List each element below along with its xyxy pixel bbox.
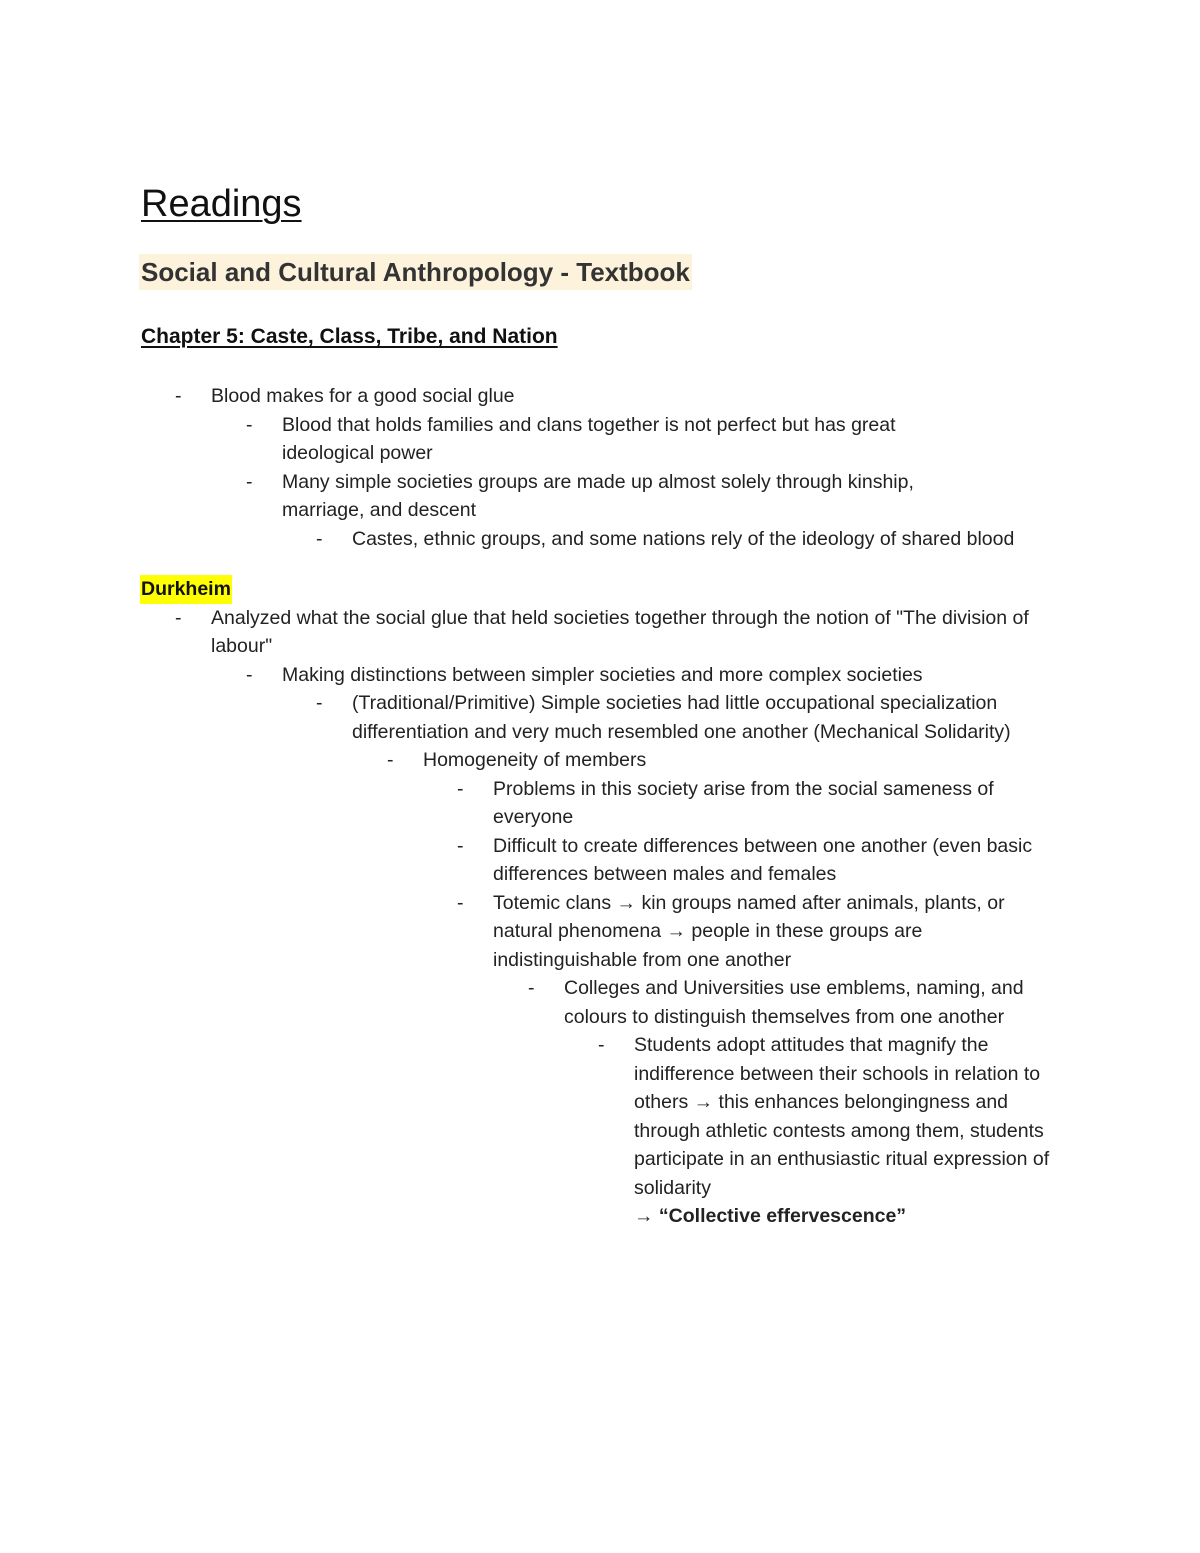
list-item-body: Students adopt attitudes that magnify the indifference between their schools in relation to others → this enhances belongingness and through athletic contests among them, students participate in an enthusiastic ritual expression of solidarity <box>634 1034 1050 1199</box>
list-item <box>141 604 1061 661</box>
durkheim-notes-list <box>141 604 1061 1231</box>
list-item-text: Analyzed what the social glue that held societies together through the notion of "The division of labour" <box>211 606 1029 657</box>
dash-bullet-icon: - <box>246 413 253 436</box>
dash-bullet-icon: - <box>457 777 464 800</box>
textbook-heading: Social and Cultural Anthropology - Textbook <box>139 254 692 290</box>
list-item-text: (Traditional/Primitive) Simple societies had little occupational specialization differentiation and very much resembled one another (Mechanical Solidarity) <box>352 692 1011 743</box>
list-item <box>141 1031 1061 1231</box>
document-title: Readings <box>141 183 302 225</box>
dash-bullet-icon: - <box>316 527 323 550</box>
list-item-text: Blood makes for a good social glue <box>211 385 515 407</box>
durkheim-heading: Durkheim <box>140 575 232 604</box>
list-item-text <box>634 1031 1064 1231</box>
list-item-text: Colleges and Universities use emblems, naming, and colours to distinguish themselves from one another <box>564 977 1024 1028</box>
chapter-heading: Chapter 5: Caste, Class, Tribe, and Nation <box>141 325 558 348</box>
dash-bullet-icon: - <box>387 749 394 771</box>
list-item-text: Castes, ethnic groups, and some nations rely of the ideology of shared blood <box>352 527 1015 550</box>
dash-bullet-icon: - <box>528 977 535 999</box>
list-item-text: Blood that holds families and clans together is not perfect but has great ideological power <box>282 413 896 464</box>
list-item <box>141 411 1061 468</box>
collective-effervescence-emphasis: → “Collective effervescence” <box>634 1205 907 1227</box>
dash-bullet-icon: - <box>246 470 253 493</box>
chapter-notes-list <box>141 382 1061 553</box>
list-item-text: Many simple societies groups are made up almost solely through kinship, marriage, and descent <box>282 470 914 521</box>
list-item <box>141 525 1061 554</box>
list-item <box>141 746 1061 775</box>
dash-bullet-icon: - <box>457 834 464 857</box>
dash-bullet-icon: - <box>598 1034 605 1056</box>
list-item-text: Homogeneity of members <box>423 749 647 771</box>
list-item <box>141 689 1061 746</box>
list-item-text: Problems in this society arise from the social sameness of everyone <box>493 777 994 828</box>
dash-bullet-icon: - <box>246 663 253 686</box>
list-item <box>141 468 1061 525</box>
list-item <box>141 974 1061 1031</box>
list-item <box>141 775 1061 832</box>
dash-bullet-icon: - <box>316 692 323 714</box>
dash-bullet-icon: - <box>175 385 182 407</box>
list-item-text: Difficult to create differences between one another (even basic differences between males and females <box>493 834 1033 885</box>
dash-bullet-icon: - <box>175 606 182 629</box>
document-page <box>141 180 1061 1231</box>
dash-bullet-icon: - <box>457 891 464 914</box>
list-item <box>141 889 1061 975</box>
list-item <box>141 832 1061 889</box>
list-item <box>141 661 1061 690</box>
list-item-text: Totemic clans → kin groups named after animals, plants, or natural phenomena → people in these groups are indistinguishable from one another <box>493 891 1005 971</box>
list-item <box>141 382 1061 411</box>
list-item-text: Making distinctions between simpler societies and more complex societies <box>282 663 923 686</box>
